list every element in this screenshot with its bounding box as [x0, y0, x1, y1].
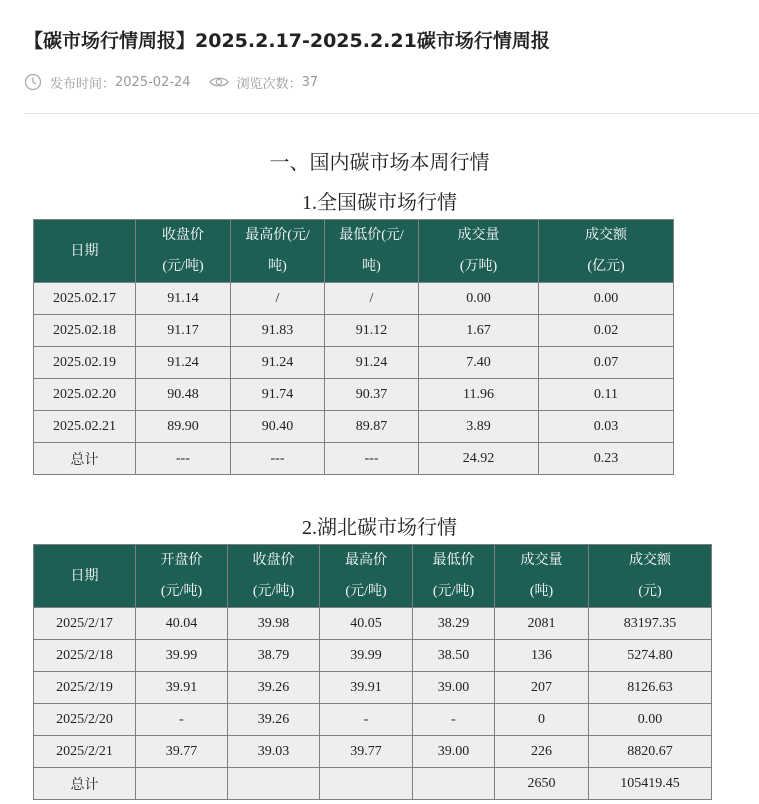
column-header-text: (元/吨)	[252, 584, 295, 599]
column-header-text: 成交额	[629, 553, 671, 568]
value-cell: 91.14	[136, 283, 231, 315]
column-header	[34, 220, 136, 283]
column-header-text: 最低价(元/	[339, 228, 404, 243]
value-cell: /	[325, 283, 419, 315]
column-header	[589, 545, 712, 608]
column-header	[34, 545, 136, 608]
value-cell: ---	[136, 443, 231, 475]
value-cell: 39.77	[320, 736, 413, 768]
column-header-text: 最低价	[432, 553, 475, 568]
value-cell: 90.48	[136, 379, 231, 411]
value-cell: 39.77	[136, 736, 228, 768]
publish-date: 2025-02-24	[115, 74, 191, 90]
value-cell: 40.04	[136, 608, 228, 640]
date-cell: 2025/2/18	[34, 640, 136, 672]
date-cell: 2025/2/20	[34, 704, 136, 736]
column-header	[325, 220, 419, 283]
value-cell: 0	[495, 704, 589, 736]
column-header-text: 成交量	[520, 553, 563, 568]
column-header	[136, 545, 228, 608]
column-header	[231, 220, 325, 283]
value-cell: 91.12	[325, 315, 419, 347]
column-header-text: 收盘价	[252, 553, 295, 568]
column-header	[539, 220, 674, 283]
value-cell: 91.24	[231, 347, 325, 379]
table-row	[34, 736, 712, 768]
table-row	[34, 347, 674, 379]
date-cell: 2025.02.18	[34, 315, 136, 347]
value-cell: 0.02	[539, 315, 674, 347]
value-cell: 90.40	[231, 411, 325, 443]
value-cell: 40.05	[320, 608, 413, 640]
value-cell: /	[231, 283, 325, 315]
hubei-market-heading: 2.湖北碳市场行情	[302, 517, 457, 539]
value-cell: ---	[231, 443, 325, 475]
table-row	[34, 379, 674, 411]
value-cell: 2650	[495, 768, 589, 800]
table-row	[34, 315, 674, 347]
views-label: 浏览次数：	[236, 76, 302, 92]
column-header-text: (万吨)	[459, 259, 498, 274]
column-header-text: (元/吨)	[160, 584, 203, 599]
value-cell	[413, 768, 495, 800]
column-header-text: 成交额	[585, 228, 627, 243]
column-header-text: (亿元)	[587, 259, 625, 274]
column-header	[320, 545, 413, 608]
date-cell: 2025/2/21	[34, 736, 136, 768]
value-cell: 11.96	[419, 379, 539, 411]
column-header-text: 吨)	[268, 259, 287, 274]
divider	[24, 113, 759, 114]
column-header-text: 最高价	[345, 553, 387, 568]
value-cell: 39.99	[136, 640, 228, 672]
value-cell: 39.91	[320, 672, 413, 704]
column-header-text: 吨)	[362, 259, 381, 274]
value-cell: 0.00	[589, 704, 712, 736]
column-header-text: (吨)	[529, 584, 554, 599]
column-header	[228, 545, 320, 608]
column-header-text: 日期	[70, 568, 99, 584]
table-row	[34, 672, 712, 704]
value-cell: 39.99	[320, 640, 413, 672]
value-cell: -	[320, 704, 413, 736]
total-row	[34, 443, 674, 475]
table-header-row	[34, 545, 712, 608]
value-cell: 91.24	[136, 347, 231, 379]
article-meta	[24, 72, 318, 92]
column-header-text: (元/吨)	[432, 584, 475, 599]
value-cell: 0.03	[539, 411, 674, 443]
column-header-text: (元/吨)	[345, 584, 387, 599]
value-cell	[136, 768, 228, 800]
column-header	[495, 545, 589, 608]
value-cell	[320, 768, 413, 800]
value-cell: 39.26	[228, 704, 320, 736]
value-cell: 38.79	[228, 640, 320, 672]
column-header	[413, 545, 495, 608]
table-row	[34, 411, 674, 443]
value-cell: 39.00	[413, 672, 495, 704]
value-cell: 39.00	[413, 736, 495, 768]
national-market-table	[33, 219, 674, 475]
date-cell: 2025/2/17	[34, 608, 136, 640]
national-market-heading: 1.全国碳市场行情	[302, 192, 457, 214]
value-cell: 136	[495, 640, 589, 672]
date-cell: 2025.02.20	[34, 379, 136, 411]
value-cell: 0.07	[539, 347, 674, 379]
value-cell: 39.26	[228, 672, 320, 704]
value-cell: 207	[495, 672, 589, 704]
column-header	[419, 220, 539, 283]
value-cell: 3.89	[419, 411, 539, 443]
date-cell: 2025.02.17	[34, 283, 136, 315]
value-cell: 89.90	[136, 411, 231, 443]
date-cell: 2025/2/19	[34, 672, 136, 704]
column-header-text: 收盘价	[162, 228, 204, 243]
value-cell: 89.87	[325, 411, 419, 443]
value-cell: 91.17	[136, 315, 231, 347]
value-cell: 0.11	[539, 379, 674, 411]
value-cell: 39.91	[136, 672, 228, 704]
table-header-row	[34, 220, 674, 283]
value-cell: 91.83	[231, 315, 325, 347]
column-header-text: (元/吨)	[162, 259, 204, 274]
clock-icon	[24, 73, 42, 91]
value-cell: 39.03	[228, 736, 320, 768]
date-cell: 2025.02.19	[34, 347, 136, 379]
value-cell: 24.92	[419, 443, 539, 475]
date-cell: 总计	[34, 443, 136, 475]
value-cell: 105419.45	[589, 768, 712, 800]
eye-icon	[209, 75, 229, 89]
date-cell: 总计	[34, 768, 136, 800]
table-row	[34, 704, 712, 736]
value-cell: 90.37	[325, 379, 419, 411]
column-header-text: 最高价(元/	[245, 228, 310, 243]
value-cell: 39.98	[228, 608, 320, 640]
value-cell: 1.67	[419, 315, 539, 347]
views-count: 37	[301, 74, 319, 90]
value-cell	[228, 768, 320, 800]
publish-label: 发布时间：	[50, 76, 116, 92]
value-cell: 7.40	[419, 347, 539, 379]
value-cell: 2081	[495, 608, 589, 640]
column-header	[136, 220, 231, 283]
table-row	[34, 640, 712, 672]
article-title: 【碳市场行情周报】2025.2.17-2025.2.21碳市场行情周报	[24, 30, 550, 52]
value-cell: 0.00	[419, 283, 539, 315]
value-cell: -	[413, 704, 495, 736]
hubei-market-table	[33, 544, 712, 800]
value-cell: 91.24	[325, 347, 419, 379]
value-cell: 83197.35	[589, 608, 712, 640]
value-cell: 91.74	[231, 379, 325, 411]
value-cell: 8820.67	[589, 736, 712, 768]
column-header-text: (元)	[638, 584, 662, 599]
column-header-text: 成交量	[457, 228, 500, 243]
column-header-text: 开盘价	[160, 553, 203, 568]
value-cell: 5274.80	[589, 640, 712, 672]
table-row	[34, 608, 712, 640]
value-cell: 0.23	[539, 443, 674, 475]
value-cell: -	[136, 704, 228, 736]
total-row	[34, 768, 712, 800]
value-cell: ---	[325, 443, 419, 475]
value-cell: 0.00	[539, 283, 674, 315]
value-cell: 38.29	[413, 608, 495, 640]
column-header-text: 日期	[70, 243, 99, 259]
value-cell: 38.50	[413, 640, 495, 672]
value-cell: 8126.63	[589, 672, 712, 704]
date-cell: 2025.02.21	[34, 411, 136, 443]
value-cell: 226	[495, 736, 589, 768]
section-heading: 一、国内碳市场本周行情	[269, 150, 490, 174]
table-row	[34, 283, 674, 315]
